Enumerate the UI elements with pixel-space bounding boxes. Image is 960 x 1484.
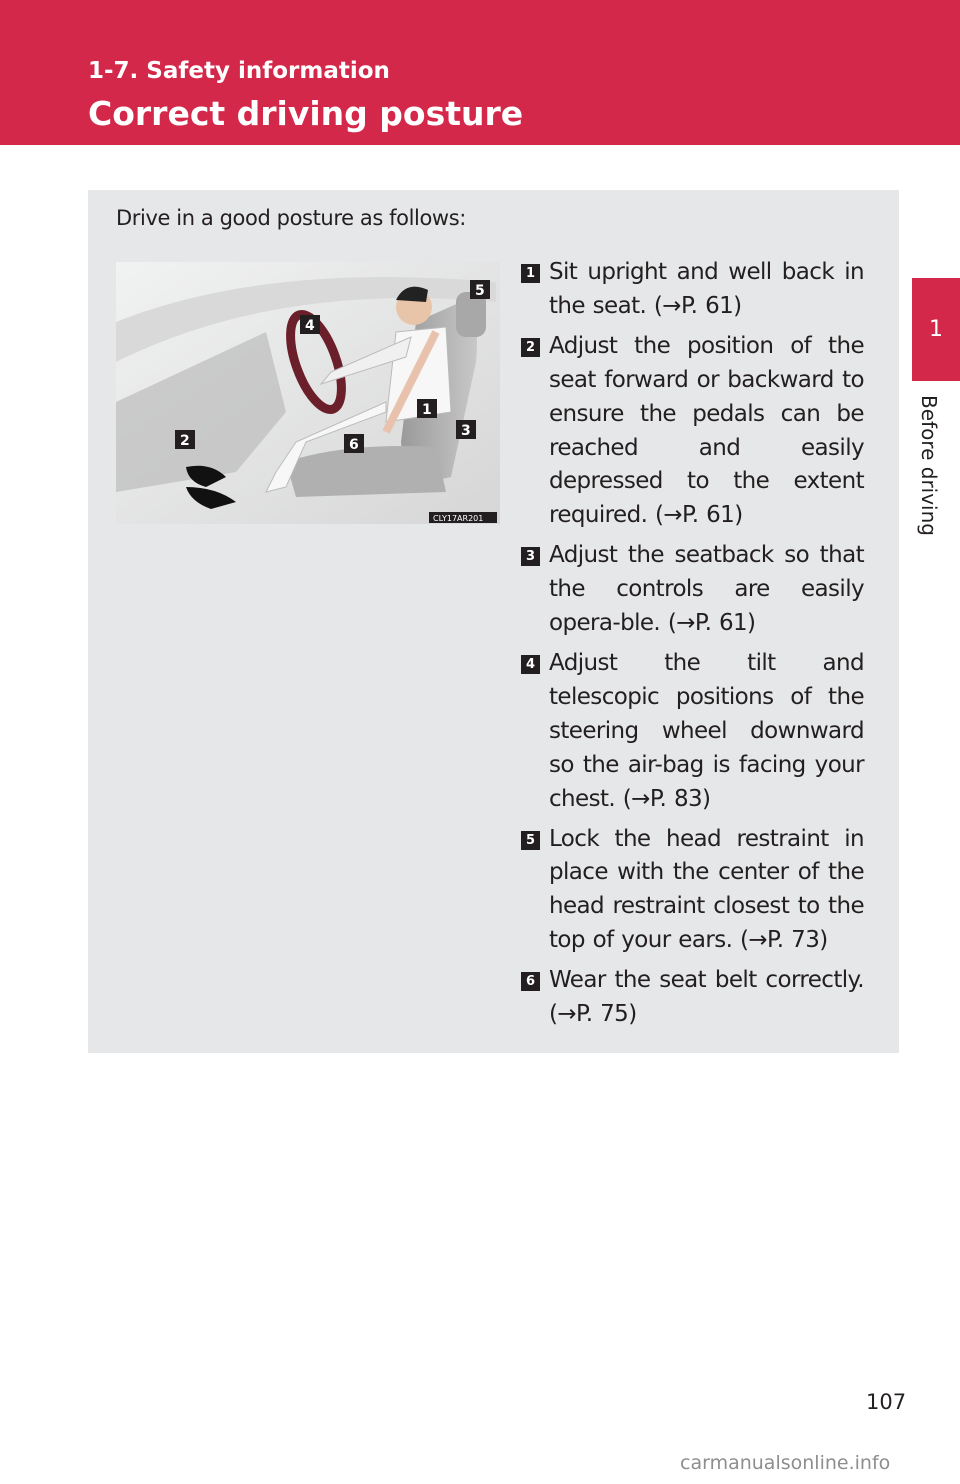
list-item [521,964,864,1032]
step-text: Adjust the tilt and telescopic positions of the steering wheel downward so the air-bag is facing your chest. (→P. 83) [549,649,864,812]
step-text: Adjust the seatback so that the controls are easily opera-ble. (→P. 61) [549,542,864,637]
page-title: Correct driving posture [88,94,524,133]
list-item [521,330,864,533]
svg-text:6: 6 [349,437,359,453]
chapter-label: Before driving [917,395,941,536]
step-number-badge: 5 [521,831,540,850]
list-item [521,823,864,959]
step-text: Adjust the position of the seat forward or backward to ensure the pedals can be reached and easily depressed to the extent required. (→P. 61) [549,332,864,529]
intro-text: Drive in a good posture as follows: [116,206,466,230]
step-number-badge: 6 [521,972,540,991]
svg-text:4: 4 [305,318,315,334]
svg-text:1: 1 [422,402,432,418]
posture-steps-list [521,256,864,1038]
header-banner [0,0,960,145]
step-number-badge: 4 [521,655,540,674]
driving-posture-illustration [116,262,500,524]
watermark-link[interactable]: carmanualsonline.info [680,1452,891,1474]
svg-text:2: 2 [180,433,190,449]
list-item [521,539,864,641]
chapter-number: 1 [929,317,943,342]
svg-text:3: 3 [461,423,471,439]
step-text: Wear the seat belt correctly. (→P. 75) [549,967,864,1028]
posture-figure [116,262,500,524]
figure-code: CLY17AR201 [433,514,484,523]
step-text: Sit upright and well back in the seat. (→P. 61) [549,259,864,319]
step-text: Lock the head restraint in place with the center of the head restraint closest to the top of your ears. (→P. 73) [549,825,864,954]
step-number-badge: 3 [521,547,540,566]
list-item [521,256,864,324]
page-number: 107 [866,1390,907,1414]
chapter-tab[interactable] [912,278,960,381]
list-item [521,647,864,817]
step-number-badge: 1 [521,264,540,283]
section-label: 1-7. Safety information [88,58,390,84]
step-number-badge: 2 [521,338,540,357]
svg-text:5: 5 [475,283,485,299]
